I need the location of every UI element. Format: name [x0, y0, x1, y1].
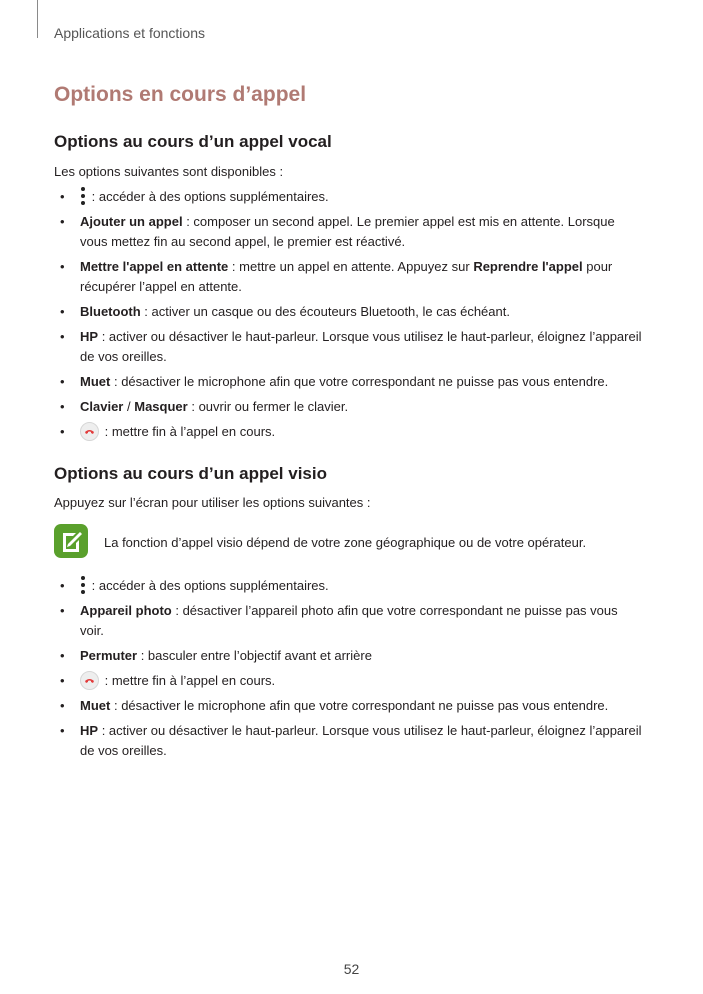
bullet: • [60, 374, 65, 389]
video-call-heading: Options au cours d’un appel visio [54, 464, 327, 483]
mute-text: : désactiver le microphone afin que votre correspondant ne puisse pas vous entendre. [113, 374, 609, 389]
bullet: • [60, 603, 65, 618]
list-item [54, 721, 644, 761]
bullet: • [60, 304, 65, 319]
switch-term: Permuter [80, 648, 138, 663]
camera-term: Appareil photo [80, 603, 172, 618]
list-item [54, 372, 644, 392]
list-item [54, 257, 644, 297]
list-item [54, 601, 644, 641]
more-options-text: : accéder à des options supplémentaires. [91, 578, 329, 593]
keypad-text: : ouvrir ou fermer le clavier. [191, 399, 349, 414]
bullet: • [60, 578, 65, 593]
list-item [54, 302, 644, 322]
camera-text: : désactiver l’appareil photo afin que votre correspondant ne puisse pas vous voir. [80, 603, 618, 638]
list-item [54, 187, 644, 207]
end-call-text: : mettre fin à l’appel en cours. [104, 424, 276, 439]
bullet: • [60, 698, 65, 713]
video-options-list [54, 576, 644, 766]
switch-text: : basculer entre l’objectif avant et arrière [140, 648, 372, 663]
bluetooth-term: Bluetooth [80, 304, 141, 319]
bullet: • [60, 399, 65, 414]
note-icon [54, 524, 88, 558]
list-item [54, 327, 644, 367]
list-item [54, 646, 644, 666]
hold-call-text-end: pour récupérer l’appel en attente. [80, 259, 613, 294]
keypad-term: Clavier [80, 399, 124, 414]
speaker-text: : activer ou désactiver le haut-parleur. Lorsque vous utilisez le haut-parleur, éloignez l’appareil de vos oreilles. [80, 723, 642, 758]
bullet: • [60, 259, 65, 274]
end-call-icon [80, 422, 99, 441]
keypad-separator: / [127, 399, 131, 414]
mute-term: Muet [80, 374, 111, 389]
more-options-icon [80, 187, 86, 205]
bullet: • [60, 189, 65, 204]
hide-term: Masquer [134, 399, 188, 414]
speaker-term: HP [80, 723, 99, 738]
list-item [54, 212, 644, 252]
end-call-icon [80, 671, 99, 690]
video-call-intro: Appuyez sur l’écran pour utiliser les options suivantes : [54, 495, 371, 510]
bullet: • [60, 648, 65, 663]
list-item [54, 696, 644, 716]
section-title: Options en cours d’appel [54, 83, 307, 106]
add-call-term: Ajouter un appel [80, 214, 183, 229]
bluetooth-text: : activer un casque ou des écouteurs Bluetooth, le cas échéant. [144, 304, 510, 319]
mute-text: : désactiver le microphone afin que votre correspondant ne puisse pas vous entendre. [113, 698, 609, 713]
bullet: • [60, 424, 65, 439]
hold-call-text: : mettre un appel en attente. Appuyez sur [231, 259, 470, 274]
header-rule [37, 0, 38, 38]
list-item [54, 671, 644, 691]
bullet: • [60, 723, 65, 738]
voice-call-heading: Options au cours d’un appel vocal [54, 132, 332, 151]
bullet: • [60, 329, 65, 344]
bullet: • [60, 214, 65, 229]
list-item [54, 576, 644, 596]
running-header: Applications et fonctions [54, 25, 205, 41]
more-options-icon [80, 576, 86, 594]
voice-call-intro: Les options suivantes sont disponibles : [54, 164, 284, 179]
voice-options-list [54, 187, 644, 447]
add-call-text: : composer un second appel. Le premier appel est mis en attente. Lorsque vous mettez fin au second appel, le premier est réactivé. [80, 214, 615, 249]
end-call-text: : mettre fin à l’appel en cours. [104, 673, 276, 688]
mute-term: Muet [80, 698, 111, 713]
hold-call-term: Mettre l'appel en attente [80, 259, 229, 274]
list-item [54, 397, 644, 417]
bullet: • [60, 673, 65, 688]
resume-call-term: Reprendre l'appel [473, 259, 583, 274]
page-number: 52 [343, 961, 360, 977]
more-options-text: : accéder à des options supplémentaires. [91, 189, 329, 204]
speaker-term: HP [80, 329, 99, 344]
note-text: La fonction d’appel visio dépend de votre zone géographique ou de votre opérateur. [104, 535, 587, 550]
list-item [54, 422, 644, 442]
speaker-text: : activer ou désactiver le haut-parleur. Lorsque vous utilisez le haut-parleur, éloignez l’appareil de vos oreilles. [80, 329, 642, 364]
